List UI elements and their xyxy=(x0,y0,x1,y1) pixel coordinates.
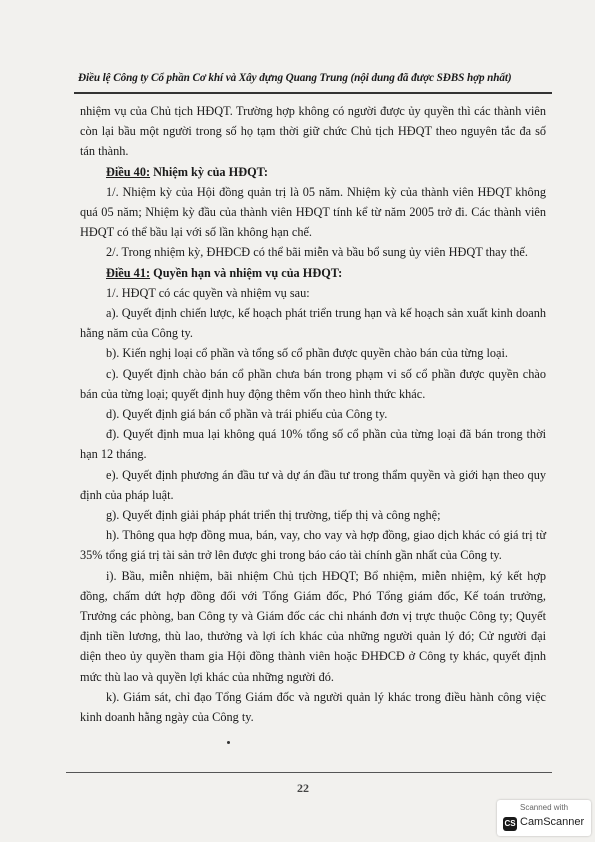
scan-speck xyxy=(227,741,230,744)
header-rule xyxy=(74,92,552,94)
article-41-heading xyxy=(80,263,546,283)
item-e: e). Quyết định phương án đầu tư và dự án đầu tư trong thẩm quyền và giới hạn theo quy định của pháp luật. xyxy=(80,467,546,502)
item-c: c). Quyết định chào bán cổ phần chưa bán trong phạm vi số cổ phần được quyền chào bán của từng loại; quyết định huy động thêm vốn theo hình thức khác. xyxy=(80,366,546,401)
item-h: h). Thông qua hợp đồng mua, bán, vay, cho vay và hợp đồng, giao dịch khác có giá trị từ 35% tổng giá trị tài sản trở lên được ghi trong báo cáo tài chính gần nhất của Công ty. xyxy=(80,528,546,563)
item-dd: đ). Quyết định mua lại không quá 10% tổng số cổ phần của từng loại đã bán trong thời hạn 12 tháng. xyxy=(80,427,546,462)
item-a: a). Quyết định chiến lược, kế hoạch phát triển trung hạn và kế hoạch sản xuất kinh doanh hằng năm của Công ty. xyxy=(80,306,546,341)
article-40-heading xyxy=(80,162,546,182)
page-number: 22 xyxy=(297,781,309,795)
item-k: k). Giám sát, chỉ đạo Tổng Giám đốc và người quản lý khác trong điều hành công việc kinh doanh hằng ngày của Công ty. xyxy=(80,689,546,725)
camscanner-logo-icon: CS xyxy=(503,817,517,831)
footer-rule xyxy=(66,772,552,773)
watermark-caption: Scanned with xyxy=(519,803,569,812)
article-40-label: Điều 40: xyxy=(106,164,151,179)
watermark-brand: CamScanner xyxy=(520,816,585,828)
article-40-clause-1: 1/. Nhiệm kỳ của Hội đồng quản trị là 05 năm. Nhiệm kỳ của thành viên HĐQT không quá 05 năm; Nhiệm kỳ đầu của thành viên HĐQT tính kể từ năm 2005 trở đi. Các thành viên HĐQT có thể bầu lại với số lần không hạn chế. xyxy=(80,184,546,240)
item-b: b). Kiến nghị loại cổ phần và tổng số cổ phần được quyền chào bán của từng loại. xyxy=(106,346,508,361)
article-41-clause-1: 1/. HĐQT có các quyền và nhiệm vụ sau: xyxy=(106,285,310,300)
article-41-label: Điều 41: xyxy=(106,265,151,280)
document-body xyxy=(80,101,546,727)
paragraph-continuation: nhiệm vụ của Chủ tịch HĐQT. Trường hợp không có người được ủy quyền thì các thành viên còn lại bầu một người trong số họ tạm thời giữ chức Chủ tịch HĐQT theo nguyên tắc đa số tán thành. xyxy=(80,104,546,159)
item-i: i). Bầu, miễn nhiệm, bãi nhiệm Chủ tịch HĐQT; Bổ nhiệm, miễn nhiệm, ký kết hợp đồng, chấm dứt hợp đồng đối với Tổng Giám đốc, Phó Tổng giám đốc, Kế toán trưởng, Trưởng các phòng, ban Công ty và Giám đốc các chi nhánh đơn vị trực thuộc Công ty; Quyết định tiền lương, thù lao, thưởng và lợi ích khác của những người quản lý đó; Cử người đại diện theo ủy quyền tham gia Hội đồng thành viên hoặc ĐHĐCĐ ở Công ty khác, quyết định mức thù lao và quyền lợi khác của những người đó. xyxy=(80,568,546,684)
item-d: d). Quyết định giá bán cổ phần và trái phiếu của Công ty. xyxy=(106,407,388,422)
article-40-clause-2: 2/. Trong nhiệm kỳ, ĐHĐCĐ có thể bãi miễn và bầu bổ sung ủy viên HĐQT thay thế. xyxy=(106,245,528,260)
article-41-title: Quyền hạn và nhiệm vụ của HĐQT: xyxy=(150,265,343,280)
article-40-title: Nhiệm kỳ của HĐQT: xyxy=(150,164,269,179)
running-header: Điều lệ Công ty Cổ phần Cơ khí và Xây dựng Quang Trung (nội dung đã được SĐBS hợp nhất) xyxy=(78,72,512,84)
camscanner-watermark xyxy=(497,800,591,836)
item-g: g). Quyết định giải pháp phát triển thị trường, tiếp thị và công nghệ; xyxy=(106,508,441,523)
